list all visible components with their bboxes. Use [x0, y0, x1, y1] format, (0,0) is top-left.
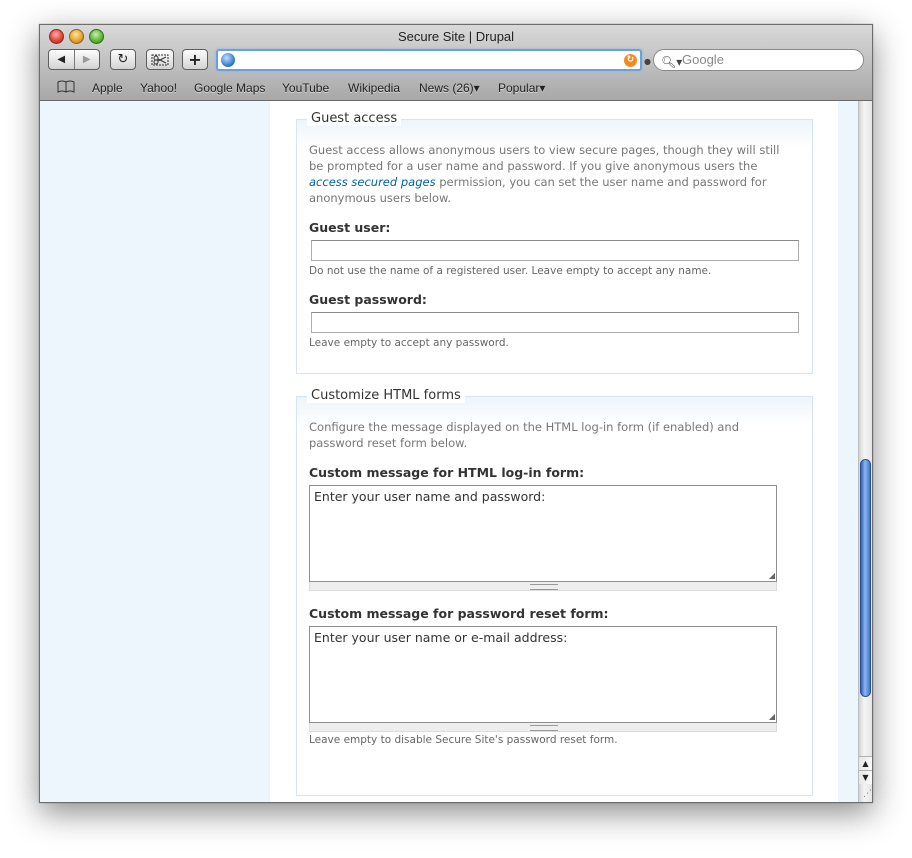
guest-access-legend: Guest access [307, 111, 401, 126]
reset-textarea-grippie[interactable] [309, 723, 777, 732]
bookmark-google-maps[interactable]: Google Maps [194, 81, 266, 95]
textarea-resize-icon[interactable]: ◢ [768, 712, 775, 721]
reset-message-value: Enter your user name or e-mail address: [314, 630, 568, 645]
bookmark-yahoo[interactable]: Yahoo! [140, 81, 178, 95]
guest-user-help: Do not use the name of a registered user. Leave empty to accept any name. [309, 265, 712, 277]
guest-password-input[interactable] [311, 312, 799, 333]
scrollbar-thumb[interactable] [860, 459, 871, 697]
customize-html-forms-legend: Customize HTML forms [307, 388, 465, 403]
snippet-button[interactable] [146, 49, 174, 70]
login-message-textarea[interactable] [309, 485, 777, 582]
reload-page-icon[interactable]: ↻ [624, 54, 637, 67]
scroll-down-arrow-icon[interactable]: ▼ [859, 770, 872, 784]
reload-icon: ↻ [117, 52, 129, 67]
plus-icon: + [188, 50, 202, 69]
back-button[interactable] [49, 50, 75, 69]
guest-password-help: Leave empty to accept any password. [309, 337, 509, 349]
access-secured-pages-link[interactable]: access secured pages [309, 175, 436, 189]
address-bar[interactable] [216, 49, 642, 71]
guest-access-description [309, 142, 795, 206]
scissors-icon [151, 54, 169, 66]
guest-access-fieldset [296, 111, 813, 374]
bookmark-news-menu[interactable]: News (26)▾ [419, 81, 480, 95]
bookmark-apple[interactable]: Apple [92, 81, 123, 95]
bookmark-popular-menu[interactable]: Popular▾ [498, 81, 546, 95]
customize-html-forms-fieldset [296, 388, 813, 796]
guest-user-input[interactable] [311, 240, 799, 261]
guest-user-label: Guest user: [309, 220, 391, 235]
reset-message-help: Leave empty to disable Secure Site's password reset form. [309, 734, 618, 746]
magnifier-icon[interactable]: 🔍︎▾ [661, 55, 683, 69]
guest-access-desc-text: Guest access allows anonymous users to view secure pages, though they will still be prompted for a user name and password. If you give anonymous users the [309, 143, 780, 173]
reload-button[interactable] [110, 49, 136, 70]
left-sidebar [40, 101, 270, 802]
html-forms-description: Configure the message displayed on the HTML log-in form (if enabled) and password reset form below. [309, 420, 740, 450]
forward-arrow-icon: ▶ [82, 54, 91, 65]
bookmark-wikipedia[interactable]: Wikipedia [348, 81, 401, 95]
vertical-scrollbar[interactable] [858, 101, 872, 802]
login-message-value: Enter your user name and password: [314, 489, 546, 504]
open-book-icon[interactable] [57, 80, 75, 93]
guest-password-label: Guest password: [309, 292, 427, 307]
globe-icon [221, 53, 235, 67]
scroll-up-arrow-icon[interactable]: ▲ [859, 756, 872, 770]
browser-toolbar [40, 25, 872, 101]
login-textarea-grippie[interactable] [309, 582, 777, 591]
guest-access-desc-text-end: permission, you can set the user name and password for anonymous users below. [309, 175, 767, 205]
back-arrow-icon: ◀ [57, 54, 66, 65]
reset-message-textarea[interactable] [309, 626, 777, 723]
reset-message-label: Custom message for password reset form: [309, 606, 609, 621]
forward-button[interactable] [75, 50, 100, 69]
textarea-resize-icon[interactable]: ◢ [768, 571, 775, 580]
bookmark-youtube[interactable]: YouTube [282, 81, 330, 95]
window-resize-grip-icon[interactable]: ⋰ [863, 789, 872, 799]
add-bookmark-button[interactable] [182, 49, 208, 70]
address-resize-dot-icon[interactable]: ● [644, 57, 651, 66]
main-content [270, 101, 838, 802]
right-sidebar-strip [838, 101, 858, 802]
search-placeholder: Google [682, 52, 724, 67]
browser-window [39, 24, 873, 803]
window-title: Secure Site | Drupal [397, 29, 515, 44]
page-viewport [40, 101, 858, 802]
login-message-label: Custom message for HTML log-in form: [309, 465, 585, 480]
bookmarks-bar [40, 77, 872, 99]
back-forward-buttons [48, 49, 100, 70]
search-field[interactable] [653, 49, 864, 71]
